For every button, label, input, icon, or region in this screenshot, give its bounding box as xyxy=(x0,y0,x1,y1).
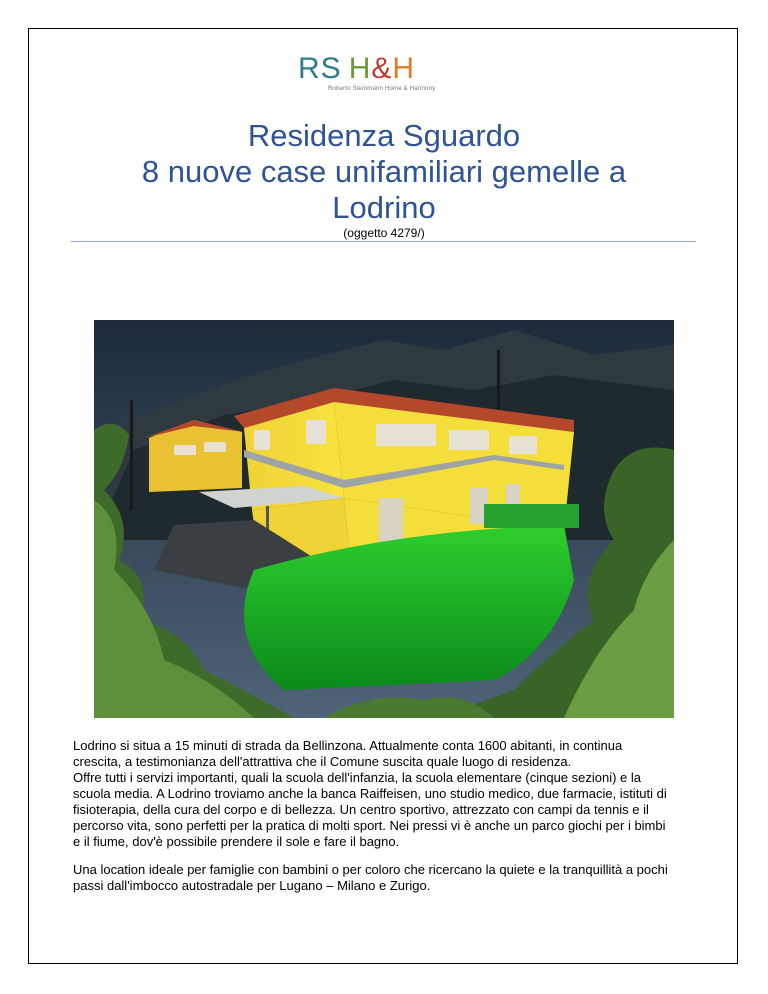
text-line: passi dall'imbocco autostradale per Lugano – Milano e Zurigo. xyxy=(73,878,431,893)
description-text xyxy=(73,738,698,894)
text-line: Lodrino si situa a 15 minuti di strada da Bellinzona. Attualmente conta 1600 abitanti, in continua xyxy=(73,738,623,753)
paragraph-location xyxy=(73,738,698,850)
title-line-1: Residenza Sguardo xyxy=(247,118,521,153)
text-line: scuola media. A Lodrino troviamo anche la banca Raiffeisen, uno studio medico, due farmacie, istituti di xyxy=(73,786,667,801)
logo-subtitle: Roberto Steinmann Home & Harmony xyxy=(328,86,436,92)
company-logo xyxy=(298,54,448,124)
text-line: Una location ideale per famiglie con bambini o per coloro che ricercano la quiete e la tranquillità a pochi xyxy=(73,862,668,877)
title-divider xyxy=(71,241,696,242)
title-line-3: Lodrino xyxy=(332,190,436,225)
logo-h-second: H xyxy=(392,52,416,85)
logo-rs: RS xyxy=(298,52,342,85)
page-title xyxy=(0,118,768,226)
object-reference: (oggetto 4279/) xyxy=(343,226,425,240)
text-line: fisioterapia, della cura del corpo e di bellezza. Un centro sportivo, attrezzato con campi da tennis e il xyxy=(73,802,649,817)
text-line: e il fiume, dov'è possibile prendere il sole e fare il bagno. xyxy=(73,834,400,849)
text-line: crescita, a testimonianza dell'attrattiva che il Comune suscita quale luogo di residenza. xyxy=(73,754,572,769)
title-line-2: 8 nuove case unifamiliari gemelle a xyxy=(141,154,627,189)
logo-ampersand: & xyxy=(371,52,393,85)
house-rendering-image xyxy=(94,320,674,718)
paragraph-ideal-location xyxy=(73,862,698,894)
text-line: Offre tutti i servizi importanti, quali la scuola dell'infanzia, la scuola elementare (cinque sezioni) e la xyxy=(73,770,642,785)
logo-mark xyxy=(298,54,448,84)
logo-h: H xyxy=(348,52,372,85)
text-line: percorso vita, sono perfetti per la pratica di molti sport. Nei pressi vi è anche un parco giochi per i bimbi xyxy=(73,818,666,833)
